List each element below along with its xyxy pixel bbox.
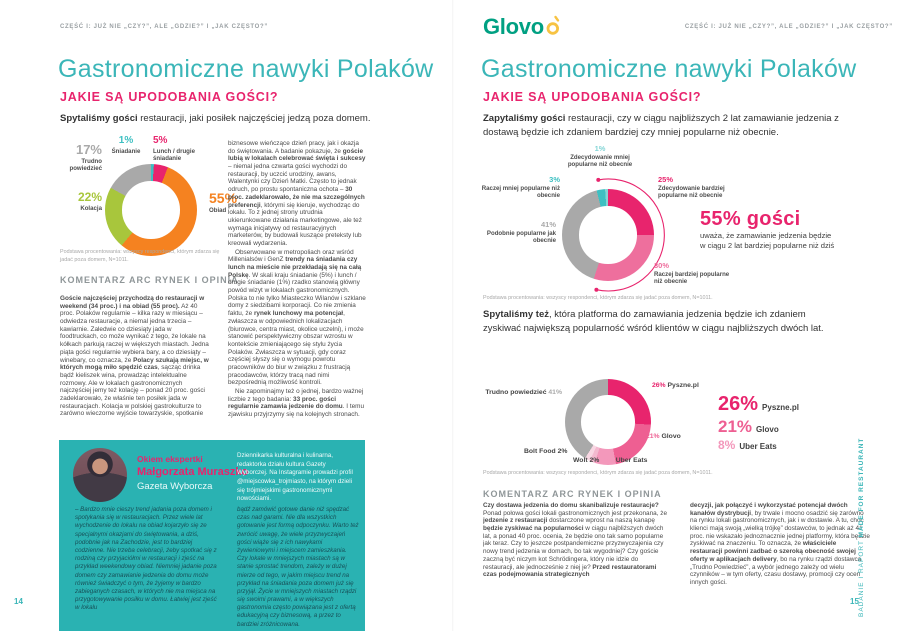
page-title-right: Gastronomiczne nawyki Polaków (481, 55, 857, 83)
stat-callout (700, 208, 900, 252)
page-subtitle-left: JAKIE SĄ UPODOBANIA GOŚCI? (60, 90, 279, 104)
chart1-label-trudno: 17% Trudno powiedzieć (69, 142, 102, 173)
chart1-label-sniadanie: 1% Śniadanie (111, 135, 141, 155)
chart1-label-kolacja: 22% Kolacja (77, 190, 102, 212)
summary-row-pyszne: 26% Pyszne.pl (718, 393, 799, 415)
summary-row-uber: 8% Uber Eats (718, 438, 777, 452)
page-gutter (452, 0, 454, 631)
platforms-summary (718, 393, 799, 453)
donut-hole (581, 395, 634, 448)
expert-name: Małgorzata Muraszko (137, 466, 249, 478)
chart3-label-glovo: 21% Glovo (646, 433, 681, 440)
glovo-logo (483, 14, 560, 43)
comment-col1-right: Czy dostawa jedzenia do domu skanibalizuje restauracje? Ponad połowa gości lokali gastronomicznych jest przekonana, że jedzenie z restauracji dostarczone wprost na naszą kanapę będzie zyskiwać na popularności w ciągu najbliższych dwóch lat, a ponad 40 proc. ocenia, że będzie ono tak samo popularne jak teraz. Czy to jeszcze postpandemiczne przyzwyczajenia czy nowy trend jedzenia w domach, bo tak wygodniej? Czy goście zaczną być niczym kot Schrödingera, który nie idzie do restauracji, ale jednocześnie z niej je? Przed restauratorami czas podejmowania strategicznych (483, 502, 667, 579)
chart3-caption: Podstawa procentowania: wszyscy respondenci, którym zdarza się jadać poza domem, N=1011. (483, 470, 713, 476)
expert-bio: Dziennikarka kulturalna i kulinarna, redaktorka działu kultura Gazety Wyborczej. Na Instagramie prowadzi profil @miejscowka_trojmiasto, na którym dzieli się trójmiejskimi gastronomicznymi nowościami. (237, 452, 353, 503)
chart2-caption: Podstawa procentowania: wszyscy respondenci, którym zdarza się jadać poza domem, N=1011. (483, 295, 713, 301)
page-title-left: Gastronomiczne nawyki Polaków (58, 55, 434, 83)
donut-hole (122, 181, 179, 238)
glovo-pin-icon (546, 14, 560, 43)
chart1-caption: Podstawa procentowania: wszyscy respondenci, którym zdarza się jadać poza domem, N=1011. (60, 249, 220, 264)
expert-photo (73, 448, 127, 502)
stat-value: 55% gości (700, 208, 801, 230)
chart2-label-zdec-bardziej: 25% Zdecydowanie bardziej popularne niż obecnie (658, 175, 725, 200)
stat-line2: w ciągu 2 lat bardziej popularne niż dziś (700, 241, 835, 251)
page-subtitle-right: JAKIE SĄ UPODOBANIA GOŚCI? (483, 90, 702, 104)
chart3-label-wolt: Wolt 2% (573, 457, 600, 464)
platforms-donut-chart (565, 379, 651, 465)
comment-col2-right: decyzji, jak połączyć i wykorzystać potencjał dwóch kanałów dystrybucji, by trwale i mocno osadzić się zarówno na rynku lokali gastronomicznych, jak i w dostawie. A tu, choć klienci mają swoją „wielką trójkę” dostawców, to jednak aż 41 proc. nie wskazało jednoznacznie jednej platformy, która będzie zyskiwać na znaczeniu. To oznacza, że właściciele restauracji powinni zadbać o szeroką obecność swojej oferty w aplikacjach delivery, bo na rynku rządzi dostawca „Trudno Powiedzieć”, a wybór jednego zależy od wielu czynników – w tym oferty, czasu dostawy, promocji czy ocen innych gości. (690, 502, 870, 586)
comment-col2-left (228, 140, 367, 438)
expert-kicker: Okiem ekspertki (137, 454, 203, 464)
intro-right: Zapytaliśmy gości restauracji, czy w ciągu najbliższych 2 lat zamawianie jedzenia z dostawą będzie ich zdaniem bardziej czy mniej popularne niż obecnie. (483, 113, 839, 139)
sidebar-vertical-label: BADANIE I RAPORT MADE FOR RESTAURANT (858, 437, 865, 617)
glovo-wordmark: Glovo (483, 14, 544, 39)
comment-heading-left: KOMENTARZ ARC RYNEK I OPINIA (60, 275, 239, 285)
chart2-label-raczej-bardziej: 30% Raczej bardziej popularne niż obecnie (654, 261, 730, 286)
section-header-left: CZĘŚĆ I: JUŻ NIE „CZY?”, ALE „GDZIE?” I „JAK CZĘSTO?” (60, 24, 269, 30)
chart1-label-obiad: 55% Obiad (209, 190, 238, 214)
expert-box (59, 440, 365, 631)
comment-col1-left: Goście najczęściej przychodzą do restauracji w weekend (34 proc.) i na obiad (55 proc). Aż 40 proc. Polaków regularnie – kilka razy w miesiącu – odwiedza restauracje, a niemal jedna trzecia – kawiarnie. Zaledwie co dziesiąty jada w foodtruckach, co może wynikać z tego, że lokale na kółkach parkują raczej w większych miastach. Jedna piąta gości regularnie wybiera bary, a co dziesiąty – winebary, co oznacza, że Polacy szukają miejsc, w których mogą miło spędzić czas, sącząc drinka bądź kieliszek wina, prowadząc intelektualne rozmowy. Ale w lokalach gastronomicznych najczęściej jemy też kolację – ponad 20 proc. gości zadeklarowało, że właśnie ten posiłek jada w restauracjach. Kolacja w polskiej gastrokulturze to zarówno wieczorne wyjście towarzyskie, spotkanie (60, 295, 209, 418)
intro-left: Spytaliśmy gości restauracji, jaki posiłek najczęściej jedzą poza domem. (60, 113, 371, 124)
chart1-label-lunch: 5% Lunch / drugie śniadanie (153, 135, 195, 162)
intro2-right: Spytaliśmy też, która platforma do zamawiania jedzenia będzie ich zdaniem zyskiwać największą popularność wśród klientów w ciągu najbliższych dwóch lat. (483, 309, 824, 335)
stat-line1: uważa, że zamawianie jedzenia będzie (700, 231, 832, 240)
chart2-label-zdec-mniej: 1% Zdecydowanie mniej popularne niż obecnie (567, 144, 633, 169)
chart2-label-raczej-mniej: 3% Raczej mniej popularne niż obecnie (481, 175, 560, 200)
chart3-label-uber-eats: 8% Uber Eats (604, 457, 648, 464)
section-header-right: CZĘŚĆ I: JUŻ NIE „CZY?”, ALE „GDZIE?” I „JAK CZĘSTO?” (684, 24, 893, 30)
expert-quote-col1: – Bardzo mnie cieszy trend jadania poza domem i spotykania się w restauracjach. Przez wiele lat wychodzenie do lokalu na obiad kojarzyło się ze specjalnymi okazjami do świętowania, a dziś, podobnie jak na Zachodzie, jest to bardziej codzienne. Nie trzeba celebracji, żeby spotkać się z rodziną czy przyjaciółmi w restauracji i zjeść na przykład weekendowy obiad. Niemniej jadanie poza domem czy zamawianie jedzenia do domu może również świadczyć o tym, że żyjemy w bardzo zabieganych czasach, w których nie ma miejsca na przygotowywanie posiłku w domu. Łatwiej jest zjeść w lokalu (75, 506, 217, 612)
meals-donut-chart (105, 164, 197, 256)
chart3-label-pyszne: 26% Pyszne.pl (652, 382, 699, 389)
comment-heading-right: KOMENTARZ ARC RYNEK I OPINIA (483, 489, 662, 499)
expert-org: Gazeta Wyborcza (137, 481, 213, 492)
chart2-label-podobnie: 41% Podobnie popularne jak obecnie (486, 220, 556, 245)
chart3-label-bolt-food: Bolt Food 2% (524, 448, 568, 455)
paragraph: biznesowe wieńczące dzień pracy, jak i okazja do świętowania. A badanie pokazuje, że goście lubią w lokalach celebrować święta i sukcesy – niemal jedna czwarta gości wychodzi do restauracji, by uczcić urodziny, awans, Walentynki czy Dzień Matki. Często to jednak odruch, po prostu spontaniczna ochota – 30 proc. zadeklarowało, że nie ma szczególnych preferencji, którymi się kieruje, wychodząc do lokalu. To z jednej strony utrudnia ukierunkowane działania marketingowe, ale też wymaga inicjatywy od restauracyjnych marketerów, by budowali kuszące preteksty lub kreowali wydarzenia. (228, 140, 366, 247)
summary-row-glovo: 21% Glovo (718, 417, 779, 436)
paragraph: Obserwowane w metropoliach oraz wśród Millenialsów i GenZ trendy na śniadania czy lunch na mieście nie przekładają się na całą Polskę. W skali kraju śniadanie (5%) i lunch / drugie śniadanie (1%) rzadko stanowią główny powód wizyt w lokalach gastronomicznych. Polska to nie tylko Miasteczko Wilanów i szklane domy z siedzibami korporacji. Co nie zmienia faktu, że rynek lunchowy ma potencjał, zwłaszcza w odpowiednich lokalizacjach (biurowce, centra miast, okolice uczelni), i może stanowić perspektywiczny obszar wzrostu w kontekście zmieniającego się stylu życia Polaków. Zwłaszcza w sytuacji, gdy coraz częściej słyszy się o wymogu powrotu pracowników do biur w związku z frustracją pracodawców, którzy tracą nad nimi bezpośrednią możliwość kontroli. (228, 248, 366, 387)
page-number-right: 15 (850, 597, 859, 606)
chart3-label-trudno: Trudno powiedzieć 41% (485, 389, 562, 396)
expert-quote-col2: bądź zamówić gotowe danie niż spędzać czas nad garami. Nie dla wszystkich gotowanie jest formą odpoczynku. Warto też zwrócić uwagę, że wiele przyzwyczajeń gości wiąże się z ich nawykami żywieniowymi i miejscem zamieszkania. Czy lokale w mniejszych miastach są w stanie sprostać trendom, zależy w dużej mierze od tego, w jakim miejscu trend na przykład na śniadania poza domem już się przyjął. Życie w mniejszych miastach rządzi się swoimi prawami, a w większych gastronomia często powiązana jest z ofertą edukacyjną czy biznesową, a przez to bardziej zróżnicowaną. (237, 506, 359, 626)
paragraph: Nie zapominajmy też o jednej, bardzo ważnej liczbie z tego badania: 33 proc. gości regularnie zamawia jedzenie do domu. I temu zjawisku przyjrzymy się na kolejnych stronach. (228, 388, 365, 419)
page-number-left: 14 (14, 597, 23, 606)
